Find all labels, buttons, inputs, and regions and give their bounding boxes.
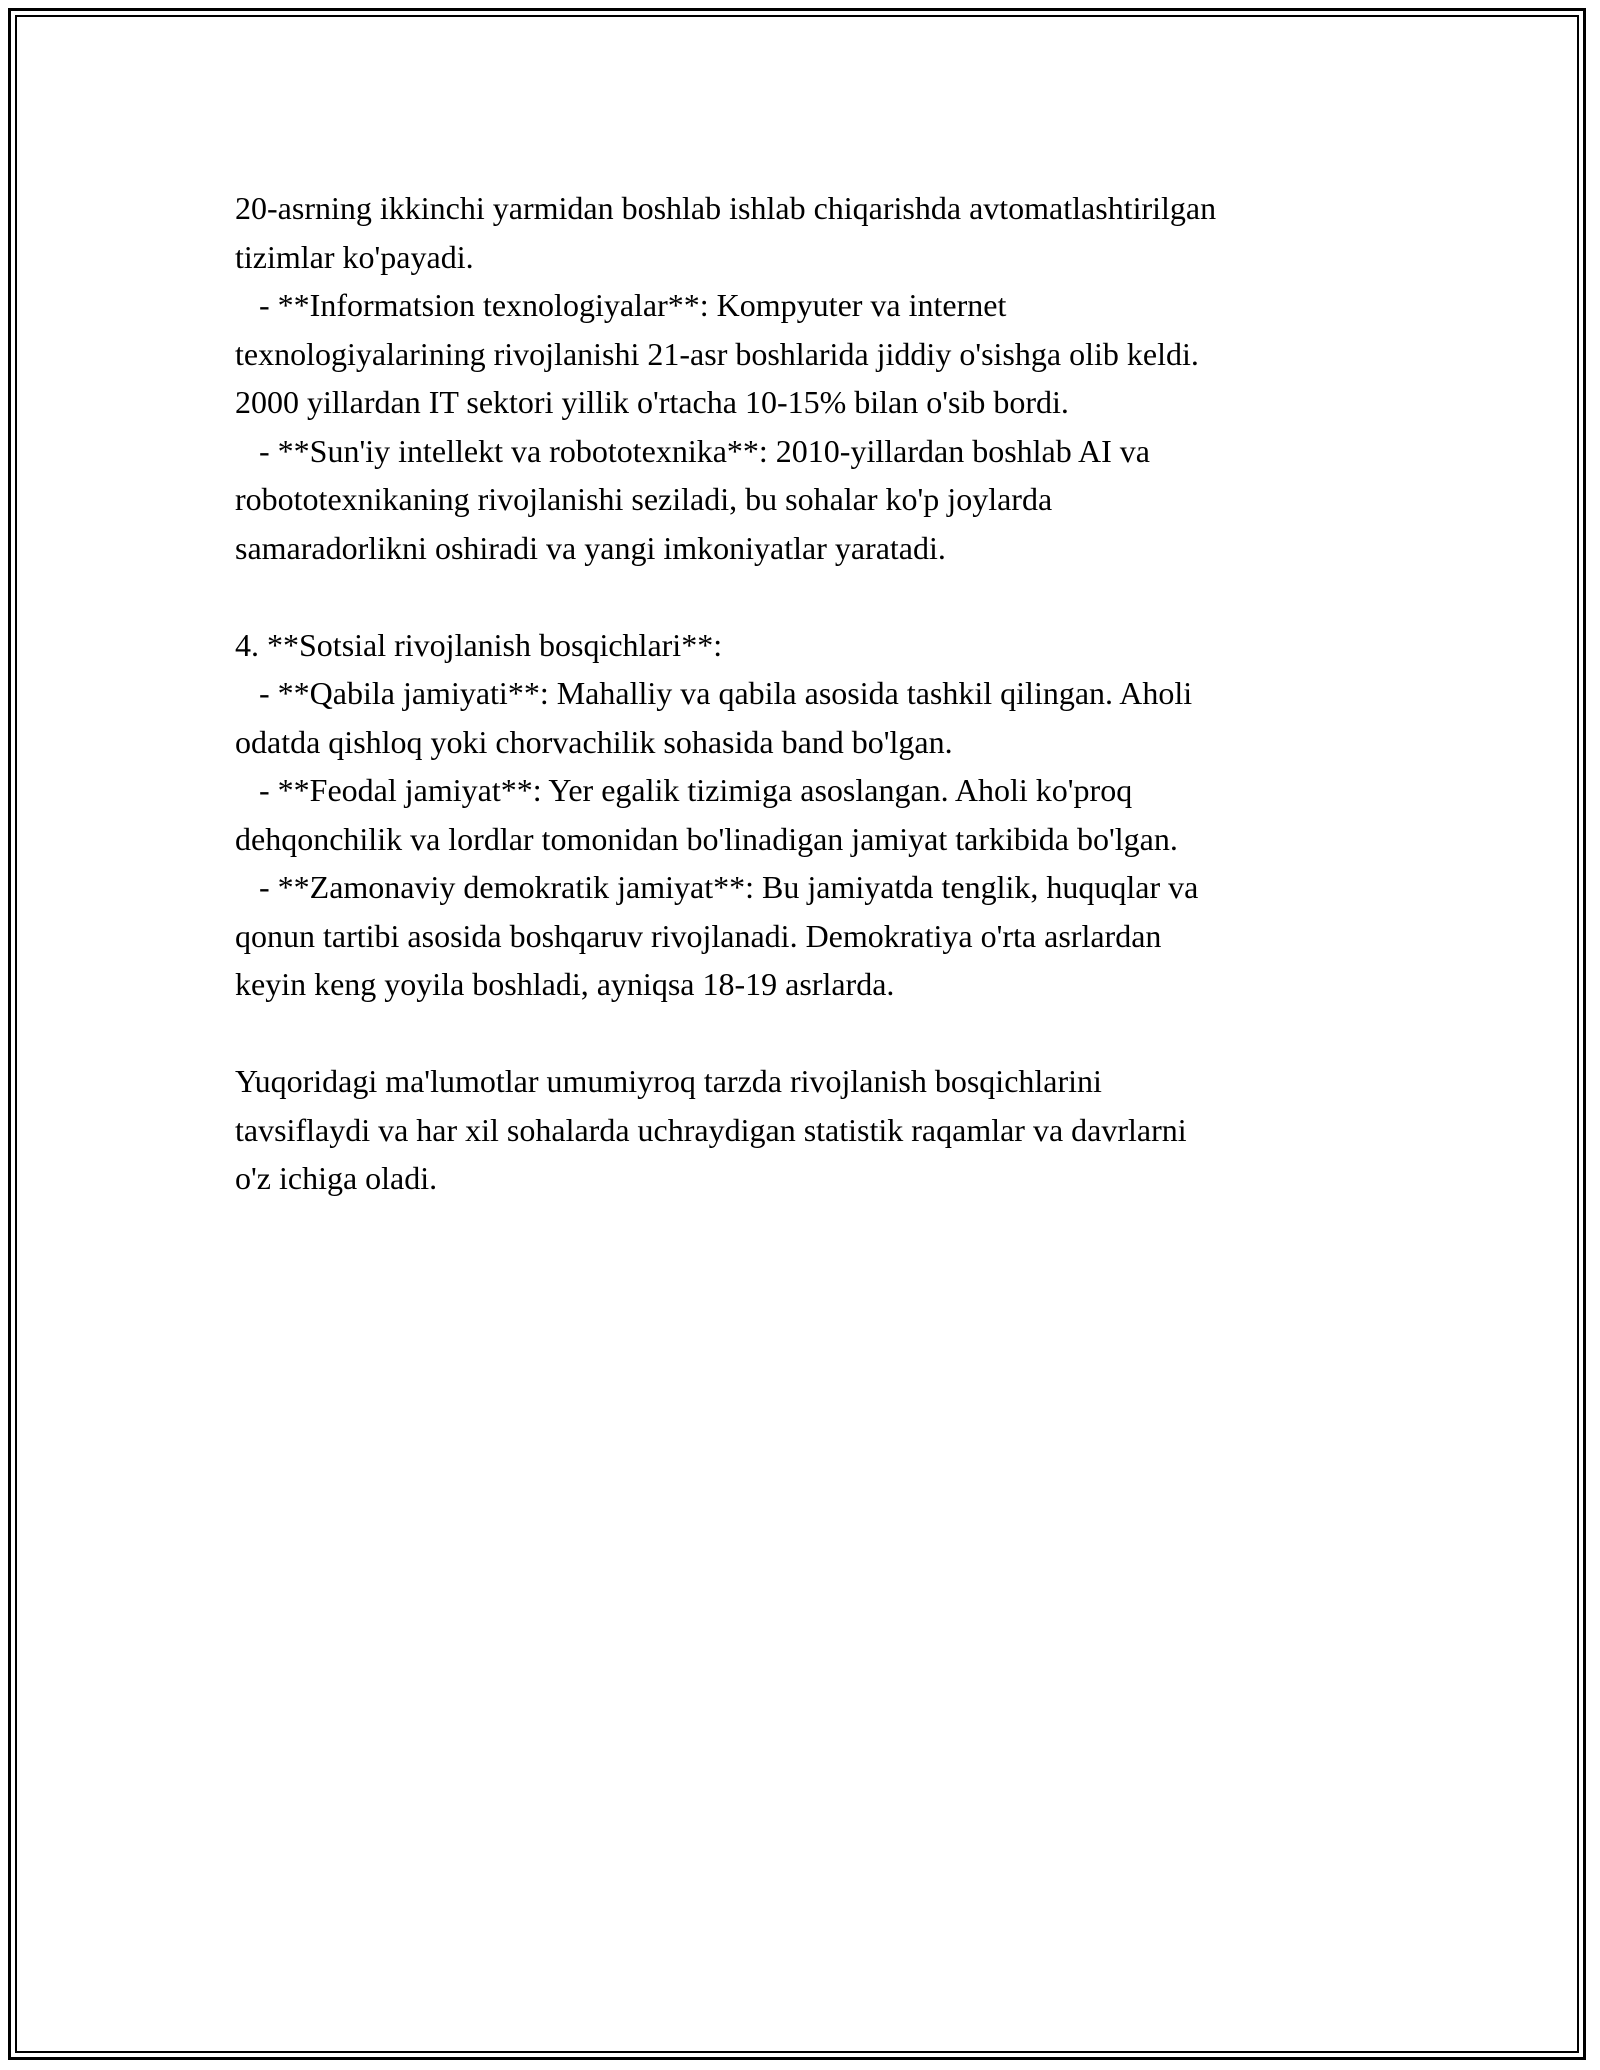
section-heading: 4. **Sotsial rivojlanish bosqichlari**: bbox=[235, 626, 723, 663]
text-line: keyin keng yoyila boshladi, ayniqsa 18-19 asrlarda. bbox=[235, 966, 895, 1002]
text-line: tavsiflaydi va har xil sohalarda uchraydigan statistik raqamlar va davrlarni bbox=[235, 1111, 1187, 1148]
text-line: robototexnikaning rivojlanishi seziladi, bu sohalar ko'p joylarda bbox=[235, 481, 1053, 517]
paragraph-conclusion bbox=[235, 1057, 1385, 1203]
text-line: odatda qishloq yoki chorvachilik sohasida band bo'lgan. bbox=[235, 723, 953, 760]
text-line: dehqonchilik va lordlar tomonidan bo'linadigan jamiyat tarkibida bo'lgan. bbox=[235, 820, 1178, 857]
paragraph-social-development bbox=[235, 621, 1385, 1009]
paragraph-spacer bbox=[235, 572, 1385, 621]
paragraph-industrial-it-ai bbox=[235, 184, 1385, 572]
text-line: 20-asrning ikkinchi yarmidan boshlab ishlab chiqarishda avtomatlashtirilgan bbox=[235, 190, 1217, 226]
text-line: - **Qabila jamiyati**: Mahalliy va qabila asosida tashkil qilingan. Aholi bbox=[235, 675, 1193, 711]
text-line: 2000 yillardan IT sektori yillik o'rtacha 10-15% bilan o'sib bordi. bbox=[235, 384, 1069, 420]
text-line: - **Feodal jamiyat**: Yer egalik tizimiga asoslangan. Aholi ko'proq bbox=[235, 772, 1133, 808]
text-line: o'z ichiga oladi. bbox=[235, 1160, 438, 1196]
text-line: - **Sun'iy intellekt va robototexnika**: 2010-yillardan boshlab AI va bbox=[235, 432, 1150, 469]
document-body bbox=[235, 184, 1385, 1203]
paragraph-spacer bbox=[235, 1009, 1385, 1058]
text-line: qonun tartibi asosida boshqaruv rivojlanadi. Demokratiya o'rta asrlardan bbox=[235, 917, 1162, 954]
text-line: samaradorlikni oshiradi va yangi imkoniyatlar yaratadi. bbox=[235, 529, 946, 566]
text-line: - **Zamonaviy demokratik jamiyat**: Bu jamiyatda tenglik, huquqlar va bbox=[235, 869, 1199, 905]
text-line: texnologiyalarining rivojlanishi 21-asr boshlarida jiddiy o'sishga olib keldi. bbox=[235, 335, 1199, 372]
text-line: Yuqoridagi ma'lumotlar umumiyroq tarzda rivojlanish bosqichlarini bbox=[235, 1063, 1102, 1099]
text-line: tizimlar ko'payadi. bbox=[235, 238, 474, 275]
text-line: - **Informatsion texnologiyalar**: Kompyuter va internet bbox=[235, 287, 1007, 323]
